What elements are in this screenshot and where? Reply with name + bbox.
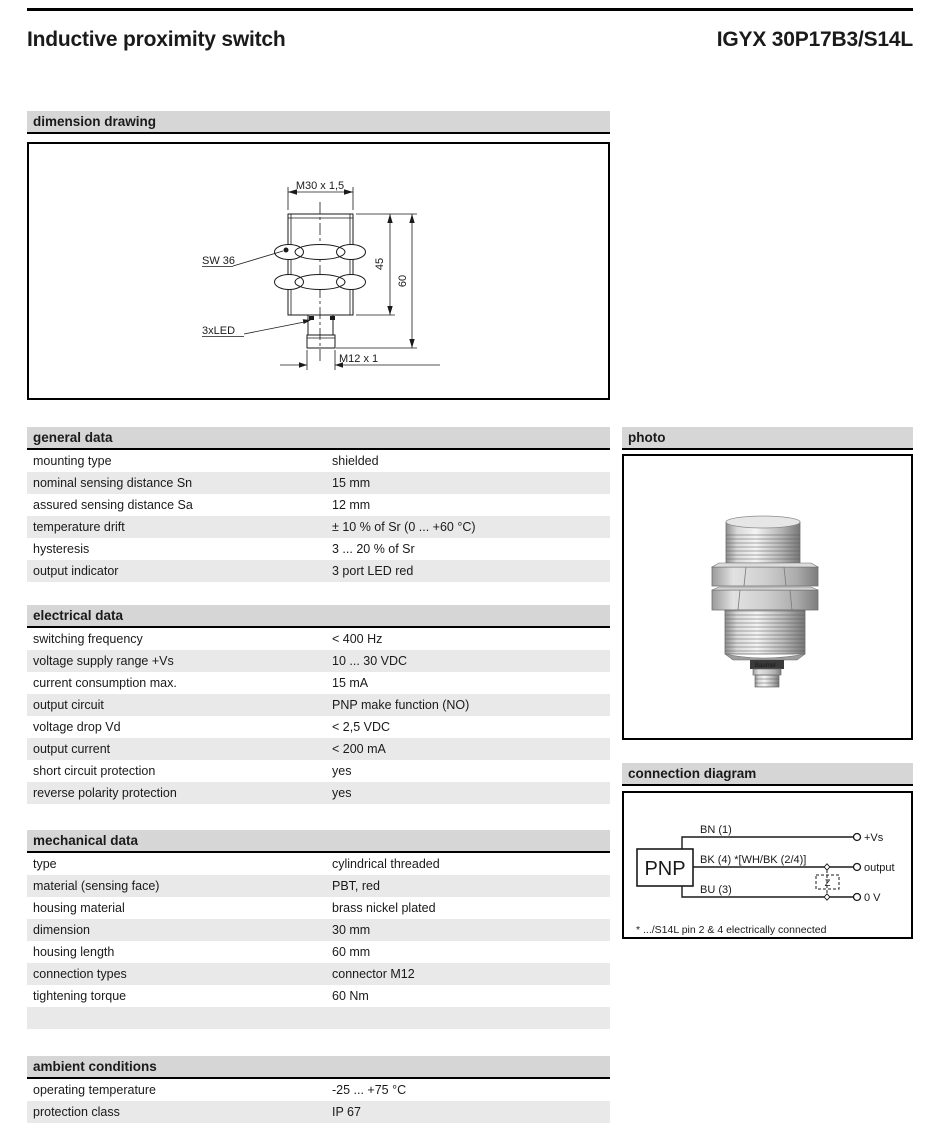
section-header-ambient-conditions: ambient conditions — [27, 1056, 610, 1079]
row-value: 60 mm — [332, 945, 371, 959]
section-electrical-data — [27, 605, 610, 804]
table-row — [27, 853, 610, 875]
row-value: -25 ... +75 °C — [332, 1083, 407, 1097]
row-value: 60 Nm — [332, 989, 369, 1003]
row-value: shielded — [332, 454, 379, 468]
row-label: dimension — [33, 923, 90, 937]
table-row-empty — [27, 1007, 610, 1029]
table-row — [27, 472, 610, 494]
row-label: operating temperature — [33, 1083, 156, 1097]
dimension-drawing-box — [27, 142, 610, 400]
table-row — [27, 919, 610, 941]
dim-label-60: 60 — [397, 274, 409, 288]
row-value: connector M12 — [332, 967, 415, 981]
table-row — [27, 538, 610, 560]
row-value: IP 67 — [332, 1105, 361, 1119]
terminal-label-output: output — [864, 862, 895, 874]
section-header-general-data: general data — [27, 427, 610, 450]
row-label: short circuit protection — [33, 764, 156, 778]
title-bar — [27, 28, 913, 52]
section-header-photo: photo — [622, 427, 913, 450]
wire-label-bu: BU (3) — [700, 884, 732, 896]
top-rule — [27, 8, 913, 11]
table-row — [27, 760, 610, 782]
connection-diagram-box — [622, 791, 913, 939]
dim-label-45: 45 — [374, 257, 386, 271]
section-photo — [622, 427, 913, 740]
row-value: 30 mm — [332, 923, 371, 937]
table-row — [27, 516, 610, 538]
row-label: output indicator — [33, 564, 119, 578]
row-value: 10 ... 30 VDC — [332, 654, 408, 668]
brand-label: Baumer — [755, 663, 777, 669]
wire-label-bk: BK (4) *[WH/BK (2/4)] — [700, 854, 807, 866]
table-row — [27, 897, 610, 919]
row-value: cylindrical threaded — [332, 857, 440, 871]
table-row — [27, 450, 610, 472]
section-header-mechanical-data: mechanical data — [27, 830, 610, 853]
row-value: < 200 mA — [332, 742, 386, 756]
row-label: temperature drift — [33, 520, 125, 534]
terminal-0v — [854, 894, 861, 901]
table-row — [27, 628, 610, 650]
table-row — [27, 560, 610, 582]
row-label: material (sensing face) — [33, 879, 160, 893]
row-label: housing length — [33, 945, 115, 959]
row-label: hysteresis — [33, 542, 90, 556]
row-label: mounting type — [33, 454, 112, 468]
photo-box — [622, 454, 913, 740]
table-row — [27, 1079, 610, 1101]
row-label: switching frequency — [33, 632, 143, 646]
row-label: voltage drop Vd — [33, 720, 121, 734]
row-value: yes — [332, 786, 352, 800]
table-row — [27, 716, 610, 738]
section-ambient-conditions — [27, 1056, 610, 1123]
terminal-label-0v: 0 V — [864, 892, 881, 904]
page-title: Inductive proximity switch — [27, 28, 286, 51]
connection-diagram — [624, 793, 911, 937]
load-label: Z — [824, 878, 831, 889]
table-row — [27, 875, 610, 897]
section-header-connection-diagram: connection diagram — [622, 763, 913, 786]
connection-footnote: * .../S14L pin 2 & 4 electrically connected — [636, 924, 827, 936]
row-label: nominal sensing distance Sn — [33, 476, 193, 490]
row-label: protection class — [33, 1105, 120, 1119]
row-label: connection types — [33, 967, 127, 981]
row-label: type — [33, 857, 57, 871]
table-row — [27, 494, 610, 516]
table-row — [27, 738, 610, 760]
table-row — [27, 963, 610, 985]
row-value: ± 10 % of Sr (0 ... +60 °C) — [332, 520, 476, 534]
row-value: < 2,5 VDC — [332, 720, 391, 734]
row-value: 12 mm — [332, 498, 371, 512]
wire-label-bn: BN (1) — [700, 824, 732, 836]
row-label: reverse polarity protection — [33, 786, 177, 800]
dim-label-top-thread: M30 x 1,5 — [295, 180, 345, 192]
row-value: < 400 Hz — [332, 632, 383, 646]
product-photo — [624, 456, 911, 738]
row-value: 3 ... 20 % of Sr — [332, 542, 415, 556]
table-row — [27, 672, 610, 694]
table-row — [27, 782, 610, 804]
section-dimension-drawing — [27, 111, 610, 400]
row-value: PNP make function (NO) — [332, 698, 470, 712]
terminal-label-vs: +Vs — [864, 832, 884, 844]
row-value: 15 mA — [332, 676, 369, 690]
row-label: output circuit — [33, 698, 104, 712]
led-mark-left — [309, 316, 314, 320]
table-row — [27, 941, 610, 963]
led-mark-right — [330, 316, 335, 320]
table-row — [27, 694, 610, 716]
row-label: voltage supply range +Vs — [33, 654, 174, 668]
section-connection-diagram — [622, 763, 913, 939]
label-led: 3xLED — [202, 325, 236, 337]
product-code: IGYX 30P17B3/S14L — [716, 28, 913, 51]
device-type-label: PNP — [644, 858, 686, 880]
section-header-dimension-drawing: dimension drawing — [27, 111, 610, 134]
row-label: current consumption max. — [33, 676, 177, 690]
row-label: output current — [33, 742, 111, 756]
row-value: PBT, red — [332, 879, 380, 893]
dim-label-connector-thread: M12 x 1 — [339, 353, 379, 365]
table-row — [27, 650, 610, 672]
row-value: 3 port LED red — [332, 564, 414, 578]
row-value: brass nickel plated — [332, 901, 436, 915]
dimension-drawing — [29, 144, 608, 398]
row-label: housing material — [33, 901, 125, 915]
row-label: tightening torque — [33, 989, 127, 1003]
label-wrench-size: SW 36 — [202, 255, 236, 267]
terminal-output — [854, 864, 861, 871]
row-value: 15 mm — [332, 476, 371, 490]
terminal-vs — [854, 834, 861, 841]
row-value: yes — [332, 764, 352, 778]
table-row — [27, 985, 610, 1007]
section-header-electrical-data: electrical data — [27, 605, 610, 628]
table-row — [27, 1101, 610, 1123]
section-general-data — [27, 427, 610, 582]
row-label: assured sensing distance Sa — [33, 498, 193, 512]
section-mechanical-data — [27, 830, 610, 1029]
